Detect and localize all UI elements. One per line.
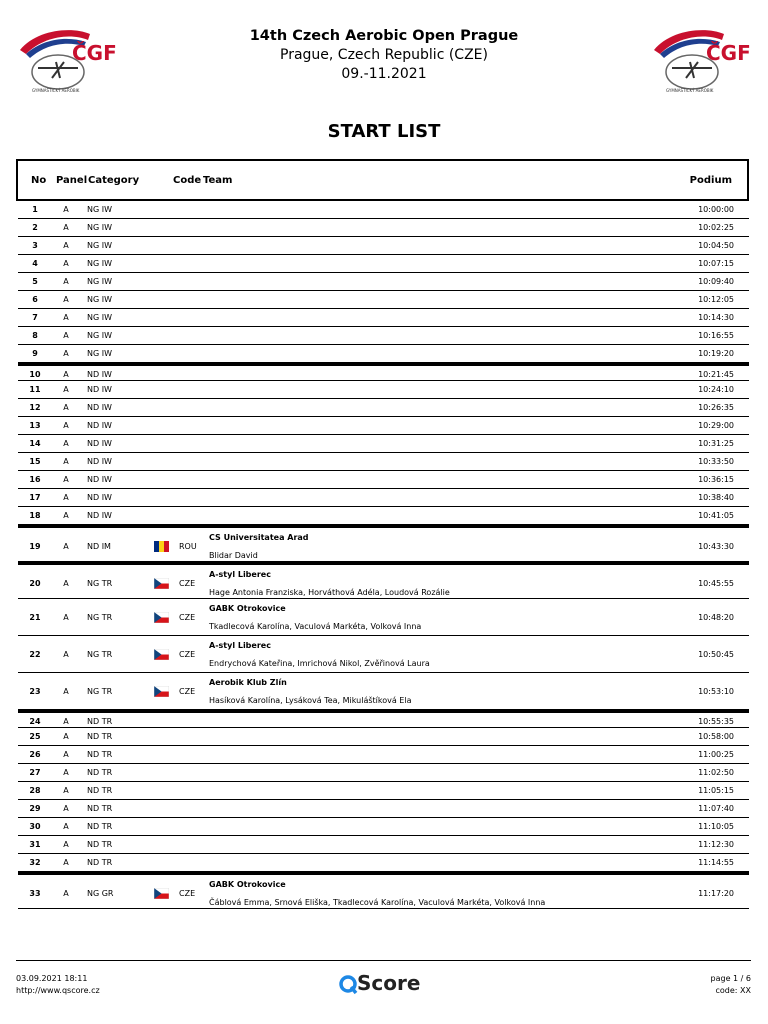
table-row: [18, 327, 749, 345]
document-code: code: XX: [715, 986, 751, 995]
svg-text:GYMNASTICKÝ AEROBIK: GYMNASTICKÝ AEROBIK: [32, 88, 80, 93]
panel: A: [63, 313, 69, 322]
table-row: [18, 507, 749, 525]
category: NG IW: [87, 277, 112, 286]
podium-time: 10:16:55: [698, 331, 734, 340]
start-list-table: [18, 201, 749, 909]
table-row: [18, 818, 749, 836]
podium-time: 10:09:40: [698, 277, 734, 286]
table-row: [18, 525, 749, 562]
cgf-logo-right: [650, 22, 750, 94]
podium-time: 10:48:20: [698, 613, 734, 622]
podium-time: 11:14:55: [698, 858, 734, 867]
table-row: [18, 854, 749, 872]
start-number: 4: [32, 259, 38, 268]
table-row: [18, 764, 749, 782]
category: NG IW: [87, 349, 112, 358]
table-row: [18, 273, 749, 291]
website-link[interactable]: http://www.qscore.cz: [16, 986, 100, 995]
podium-time: 10:07:15: [698, 259, 734, 268]
team-members: Endrychová Kateřina, Imrichová Nikol, Zvěřinová Laura: [209, 659, 430, 668]
podium-time: 10:36:15: [698, 475, 734, 484]
table-row: [18, 363, 749, 381]
document-title: START LIST: [327, 121, 441, 142]
panel: A: [63, 205, 69, 214]
start-number: 26: [29, 750, 41, 759]
start-number: 18: [29, 511, 41, 520]
podium-time: 11:12:30: [698, 840, 734, 849]
table-row: [18, 255, 749, 273]
table-row: [18, 201, 749, 219]
category: NG TR: [87, 650, 113, 659]
panel: A: [63, 493, 69, 502]
table-row: [18, 782, 749, 800]
podium-time: 10:12:05: [698, 295, 734, 304]
start-number: 31: [29, 840, 41, 849]
podium-time: 11:05:15: [698, 786, 734, 795]
podium-time: 10:02:25: [698, 223, 734, 232]
table-row: [18, 489, 749, 507]
page-footer: [16, 960, 751, 995]
table-row: [18, 562, 749, 599]
col-no: No: [31, 175, 47, 186]
category: ND IW: [87, 439, 112, 448]
start-number: 15: [29, 457, 41, 466]
category: ND TR: [87, 750, 113, 759]
panel: A: [63, 889, 69, 898]
country-code: ROU: [179, 542, 197, 551]
team-name: Aerobik Klub Zlín: [209, 678, 287, 687]
team-name: GABK Otrokovice: [209, 604, 286, 613]
start-number: 8: [32, 331, 38, 340]
panel: A: [63, 511, 69, 520]
panel: A: [63, 786, 69, 795]
flag-czech-icon: [154, 649, 169, 660]
table-row: [18, 746, 749, 764]
category: NG TR: [87, 687, 113, 696]
panel: A: [63, 613, 69, 622]
team-name: A-styl Liberec: [209, 570, 271, 579]
table-row: [18, 453, 749, 471]
category: NG IW: [87, 313, 112, 322]
qscore-q-icon: [339, 971, 359, 997]
table-row: [18, 237, 749, 255]
category: NG IW: [87, 331, 112, 340]
table-row: [18, 345, 749, 363]
table-row: [18, 219, 749, 237]
country-code: CZE: [179, 687, 196, 696]
start-number: 11: [29, 385, 41, 394]
category: ND IW: [87, 385, 112, 394]
podium-time: 10:19:20: [698, 349, 734, 358]
panel: A: [63, 403, 69, 412]
podium-time: 11:00:25: [698, 750, 734, 759]
category: ND IW: [87, 511, 112, 520]
panel: A: [63, 579, 69, 588]
start-number: 9: [32, 349, 38, 358]
panel: A: [63, 475, 69, 484]
podium-time: 10:53:10: [698, 687, 734, 696]
table-row: [18, 417, 749, 435]
panel: A: [63, 349, 69, 358]
category: ND IW: [87, 403, 112, 412]
start-number: 22: [29, 650, 41, 659]
podium-time: 10:33:50: [698, 457, 734, 466]
panel: A: [63, 717, 69, 726]
category: ND TR: [87, 822, 113, 831]
event-dates: 09.-11.2021: [341, 66, 427, 82]
table-row: [18, 381, 749, 399]
start-number: 10: [29, 370, 41, 379]
footer-right: [711, 973, 751, 997]
table-row: [18, 800, 749, 818]
flag-czech-icon: [154, 686, 169, 697]
start-number: 23: [29, 687, 41, 696]
col-panel: Panel: [56, 175, 88, 186]
start-number: 27: [29, 768, 41, 777]
panel: A: [63, 858, 69, 867]
panel: A: [63, 804, 69, 813]
table-row: [18, 673, 749, 710]
category: ND IM: [87, 542, 111, 551]
table-row: [18, 710, 749, 728]
start-number: 1: [32, 205, 38, 214]
start-number: 33: [29, 889, 41, 898]
start-number: 29: [29, 804, 41, 813]
podium-time: 10:21:45: [698, 370, 734, 379]
start-number: 14: [29, 439, 41, 448]
start-number: 16: [29, 475, 41, 484]
podium-time: 11:02:50: [698, 768, 734, 777]
panel: A: [63, 822, 69, 831]
start-number: 19: [29, 542, 41, 551]
table-row: [18, 399, 749, 417]
flag-czech-icon: [154, 888, 169, 899]
category: NG IW: [87, 259, 112, 268]
category: NG TR: [87, 579, 113, 588]
team-members: Hasíková Karolína, Lysáková Tea, Mikuláštíková Ela: [209, 696, 412, 705]
event-location: Prague, Czech Republic (CZE): [280, 47, 488, 63]
category: ND TR: [87, 840, 113, 849]
category: ND IW: [87, 475, 112, 484]
podium-time: 10:41:05: [698, 511, 734, 520]
category: ND TR: [87, 804, 113, 813]
flag-czech-icon: [154, 578, 169, 589]
table-row: [18, 471, 749, 489]
panel: A: [63, 768, 69, 777]
panel: A: [63, 385, 69, 394]
table-row: [18, 636, 749, 673]
start-number: 5: [32, 277, 38, 286]
footer-left: [16, 973, 100, 997]
team-members: Čáblová Emma, Srnová Eliška, Tkadlecová Karolína, Vaculová Markéta, Volková Inna: [209, 898, 546, 907]
start-number: 30: [29, 822, 41, 831]
start-number: 32: [29, 858, 41, 867]
podium-time: 10:00:00: [698, 205, 734, 214]
team-name: CS Universitatea Arad: [209, 533, 309, 542]
start-number: 12: [29, 403, 41, 412]
start-number: 7: [32, 313, 38, 322]
col-code: Code: [173, 175, 202, 186]
podium-time: 10:50:45: [698, 650, 734, 659]
podium-time: 10:58:00: [698, 732, 734, 741]
table-row: [18, 599, 749, 636]
podium-time: 10:24:10: [698, 385, 734, 394]
page-number: page 1 / 6: [710, 974, 751, 983]
table-header: [16, 159, 749, 201]
flag-czech-icon: [154, 612, 169, 623]
svg-text:ČGF: ČGF: [706, 41, 750, 65]
country-code: CZE: [179, 650, 196, 659]
category: ND IW: [87, 457, 112, 466]
team-members: Tkadlecová Karolína, Vaculová Markéta, Volková Inna: [209, 622, 422, 631]
table-row: [18, 836, 749, 854]
category: ND IW: [87, 421, 112, 430]
flag-romania-icon: [154, 541, 169, 552]
start-number: 6: [32, 295, 38, 304]
panel: A: [63, 259, 69, 268]
category: NG IW: [87, 223, 112, 232]
category: ND TR: [87, 858, 113, 867]
category: ND TR: [87, 732, 113, 741]
category: NG IW: [87, 205, 112, 214]
panel: A: [63, 295, 69, 304]
panel: A: [63, 421, 69, 430]
start-number: 28: [29, 786, 41, 795]
category: NG IW: [87, 295, 112, 304]
category: ND IW: [87, 493, 112, 502]
podium-time: 11:17:20: [698, 889, 734, 898]
start-number: 25: [29, 732, 41, 741]
podium-time: 10:38:40: [698, 493, 734, 502]
category: NG GR: [87, 889, 114, 898]
table-row: [18, 872, 749, 909]
panel: A: [63, 542, 69, 551]
category: NG TR: [87, 613, 113, 622]
podium-time: 10:43:30: [698, 542, 734, 551]
start-number: 13: [29, 421, 41, 430]
table-row: [18, 435, 749, 453]
table-row: [18, 291, 749, 309]
panel: A: [63, 370, 69, 379]
podium-time: 10:55:35: [698, 717, 734, 726]
start-number: 21: [29, 613, 41, 622]
panel: A: [63, 687, 69, 696]
print-timestamp: 03.09.2021 18:11: [16, 974, 88, 983]
podium-time: 10:29:00: [698, 421, 734, 430]
panel: A: [63, 750, 69, 759]
start-number: 17: [29, 493, 41, 502]
qscore-logo: [339, 971, 421, 997]
panel: A: [63, 650, 69, 659]
qscore-wordmark: Score: [357, 971, 421, 995]
start-number: 3: [32, 241, 38, 250]
category: ND IW: [87, 370, 112, 379]
event-title: 14th Czech Aerobic Open Prague: [249, 28, 519, 44]
panel: A: [63, 840, 69, 849]
start-number: 24: [29, 717, 41, 726]
podium-time: 11:10:05: [698, 822, 734, 831]
panel: A: [63, 732, 69, 741]
podium-time: 10:31:25: [698, 439, 734, 448]
country-code: CZE: [179, 579, 196, 588]
team-members: Hage Antonia Franziska, Horváthová Adéla, Loudová Rozálie: [209, 588, 450, 597]
table-row: [18, 728, 749, 746]
col-category: Category: [88, 175, 140, 186]
panel: A: [63, 331, 69, 340]
podium-time: 10:26:35: [698, 403, 734, 412]
panel: A: [63, 241, 69, 250]
country-code: CZE: [179, 889, 196, 898]
svg-text:ČGF: ČGF: [72, 41, 116, 65]
panel: A: [63, 439, 69, 448]
podium-time: 10:14:30: [698, 313, 734, 322]
col-podium: Podium: [689, 175, 732, 186]
category: ND TR: [87, 768, 113, 777]
start-number: 2: [32, 223, 38, 232]
podium-time: 10:04:50: [698, 241, 734, 250]
podium-time: 10:45:55: [698, 579, 734, 588]
start-number: 20: [29, 579, 41, 588]
country-code: CZE: [179, 613, 196, 622]
panel: A: [63, 457, 69, 466]
podium-time: 11:07:40: [698, 804, 734, 813]
category: NG IW: [87, 241, 112, 250]
panel: A: [63, 223, 69, 232]
team-name: GABK Otrokovice: [209, 880, 286, 889]
category: ND TR: [87, 717, 113, 726]
panel: A: [63, 277, 69, 286]
category: ND TR: [87, 786, 113, 795]
col-team: Team: [203, 175, 233, 186]
svg-text:GYMNASTICKÝ AEROBIK: GYMNASTICKÝ AEROBIK: [666, 88, 714, 93]
team-name: A-styl Liberec: [209, 641, 271, 650]
table-row: [18, 309, 749, 327]
team-members: Blidar David: [209, 551, 258, 560]
